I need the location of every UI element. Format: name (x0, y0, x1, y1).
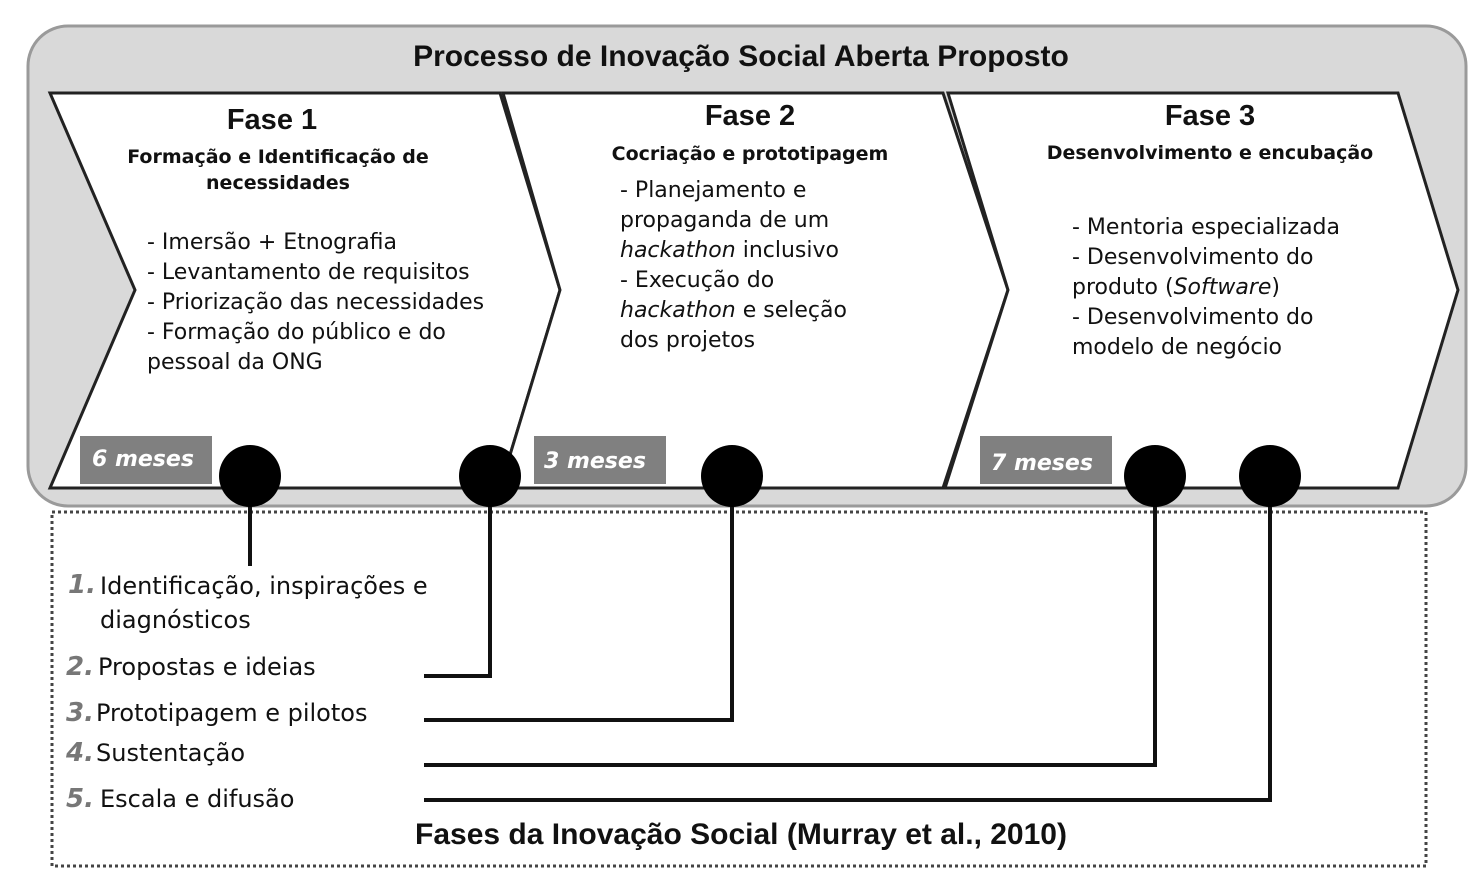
timeline-node-3 (701, 445, 763, 507)
phase-1-item: - Formação do público e do (147, 320, 446, 345)
social-innovation-title: Fases da Inovação Social (Murray et al., 2010) (415, 818, 1067, 851)
phase-3-item: modelo de negócio (1072, 335, 1283, 360)
phase-3-item: - Mentoria especializada (1072, 215, 1340, 240)
diagram-title: Processo de Inovação Social Aberta Proposto (413, 40, 1069, 73)
stage-5-label: Escala e difusão (100, 785, 295, 813)
phase-1-subtitle: Formação e Identificação de necessidades (127, 146, 429, 194)
stage-5-number: 5. (66, 784, 94, 814)
phase-2-item (620, 296, 847, 326)
hackathon-term: hackathon (620, 238, 736, 263)
stage-4-number: 4. (66, 738, 94, 768)
phase-3-item-prefix: produto ( (1072, 275, 1174, 300)
phase-2-name: Fase 2 (704, 100, 796, 132)
phase-2-item-suffix: inclusivo (735, 238, 839, 263)
timeline-node-2 (459, 445, 521, 507)
stage-3-label: Prototipagem e pilotos (96, 699, 368, 727)
connector-stage-5 (424, 476, 1270, 800)
phase-2-subtitle: Cocriação e prototipagem (611, 143, 889, 165)
phase-3-item: - Desenvolvimento do (1072, 305, 1314, 330)
connector-stage-3 (424, 476, 732, 720)
phase-1-item: - Levantamento de requisitos (147, 260, 470, 285)
phase-1-name: Fase 1 (226, 104, 318, 136)
phase-2-items (620, 176, 847, 356)
software-term: Software (1173, 275, 1272, 300)
phase-1-duration: 6 meses (92, 447, 194, 472)
phase-3-item: - Desenvolvimento do (1072, 245, 1314, 270)
phase-2-item: dos projetos (620, 328, 756, 353)
stage-2-label: Propostas e ideias (98, 653, 316, 681)
stage-3-number: 3. (66, 698, 94, 728)
timeline-node-4 (1124, 445, 1186, 507)
phase-2-duration: 3 meses (544, 449, 646, 474)
stage-1-label-continued: diagnósticos (100, 606, 251, 634)
stage-1-label: Identificação, inspirações e (100, 572, 428, 600)
phase-1-item: pessoal da ONG (147, 350, 323, 375)
timeline-node-1 (219, 445, 281, 507)
phase-2-item: - Execução do (620, 268, 775, 293)
phase-3-item (1072, 273, 1340, 303)
stage-1-number: 1. (68, 570, 96, 600)
phase-3-item-suffix: ) (1271, 275, 1281, 300)
phase-1-item: - Imersão + Etnografia (147, 230, 398, 255)
phase-2-item-suffix: e seleção (735, 298, 847, 323)
stage-2-number: 2. (66, 652, 94, 682)
phase-3-subtitle: Desenvolvimento e encubação (1046, 142, 1374, 164)
phase-1-items (147, 228, 484, 378)
phase-3-name: Fase 3 (1164, 100, 1256, 132)
hackathon-term: hackathon (620, 298, 736, 323)
phase-1-item: - Priorização das necessidades (147, 290, 485, 315)
phase-3-duration: 7 meses (991, 451, 1093, 476)
phase-2-item: - Planejamento e (620, 178, 807, 203)
phase-2-item: propaganda de um (620, 208, 830, 233)
stage-4-label: Sustentação (96, 739, 246, 767)
phase-2-item (620, 236, 847, 266)
timeline-node-5 (1239, 445, 1301, 507)
phase-3-items (1072, 213, 1340, 363)
